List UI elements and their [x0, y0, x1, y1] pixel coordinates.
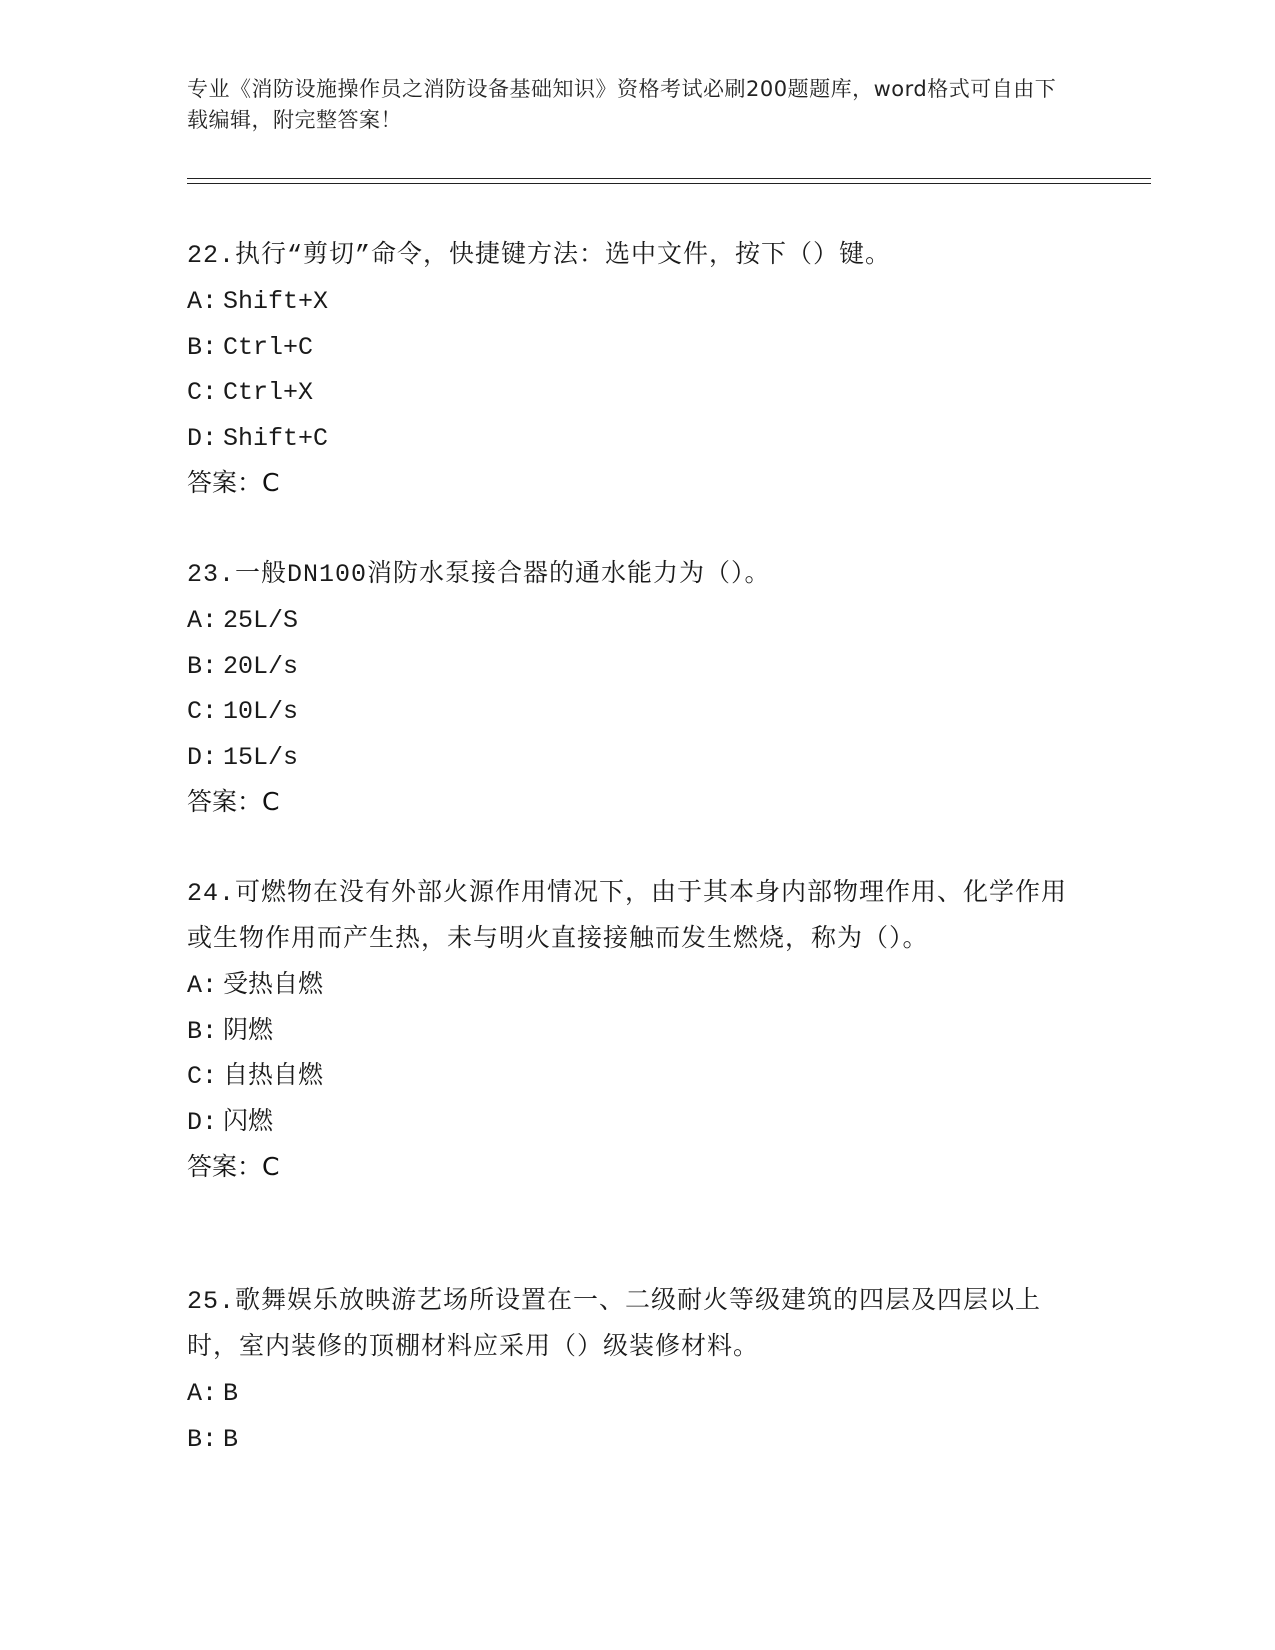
- option-text: 自热自燃: [223, 1062, 324, 1091]
- option-d: [187, 416, 1077, 462]
- option-c: [187, 1054, 1077, 1100]
- option-letter: C:: [187, 1062, 218, 1091]
- option-b: [187, 325, 1077, 371]
- option-letter: D:: [187, 423, 218, 453]
- document-header: 专业《消防设施操作员之消防设备基础知识》资格考试必刷200题题库，word格式可自由下载编辑，附完整答案！: [187, 77, 1057, 132]
- option-d: [187, 735, 1077, 781]
- option-text: B: [223, 1379, 239, 1408]
- option-a: [187, 963, 1077, 1009]
- option-c: [187, 370, 1077, 416]
- option-b: [187, 1009, 1077, 1055]
- option-letter: B:: [187, 1016, 218, 1046]
- header-divider-top: [187, 178, 1151, 179]
- question-22: [187, 233, 1077, 505]
- option-a: [187, 279, 1077, 325]
- option-c: [187, 689, 1077, 735]
- option-text: 受热自燃: [223, 971, 324, 1000]
- question-stem: 22.执行“剪切”命令，快捷键方法：选中文件，按下（）键。: [187, 241, 892, 270]
- question-stem: 25.歌舞娱乐放映游艺场所设置在一、二级耐火等级建筑的四层及四层以上时，室内装修的顶棚材料应采用（）级装修材料。: [187, 1287, 1042, 1362]
- question-25: [187, 1279, 1077, 1462]
- option-letter: C:: [187, 697, 218, 726]
- option-text: 闪燃: [223, 1107, 274, 1137]
- question-stem: 24.可燃物在没有外部火源作用情况下，由于其本身内部物理作用、化学作用或生物作用而产生热，未与明火直接接触而发生燃烧，称为（）。: [187, 879, 1068, 954]
- option-text: Ctrl+C: [223, 332, 314, 362]
- answer-line: 答案：C: [187, 468, 280, 497]
- answer-line: 答案：C: [187, 1152, 280, 1181]
- option-letter: A:: [187, 606, 218, 635]
- option-letter: B:: [187, 1424, 218, 1454]
- option-text: 15L/s: [223, 742, 299, 772]
- option-text: 10L/s: [223, 697, 299, 726]
- option-letter: D:: [187, 742, 218, 772]
- option-d: [187, 1100, 1077, 1146]
- option-text: Shift+C: [223, 423, 329, 453]
- option-text: Shift+X: [223, 287, 329, 316]
- option-letter: A:: [187, 971, 218, 1000]
- option-letter: C:: [187, 378, 218, 407]
- option-text: B: [223, 1424, 239, 1454]
- option-letter: B:: [187, 332, 218, 362]
- option-b: [187, 1417, 1077, 1463]
- option-a: [187, 598, 1077, 644]
- question-24: [187, 871, 1077, 1189]
- option-letter: D:: [187, 1107, 218, 1137]
- question-23: [187, 552, 1077, 824]
- question-stem: 23.一般DN100消防水泵接合器的通水能力为（）。: [187, 560, 771, 589]
- option-text: 25L/S: [223, 606, 299, 635]
- option-letter: B:: [187, 651, 218, 681]
- option-text: 20L/s: [223, 651, 299, 681]
- answer-line: 答案：C: [187, 787, 280, 816]
- header-divider-bottom: [187, 183, 1151, 184]
- option-text: Ctrl+X: [223, 378, 314, 407]
- option-letter: A:: [187, 287, 218, 316]
- option-text: 阴燃: [223, 1016, 274, 1046]
- option-a: [187, 1371, 1077, 1417]
- option-letter: A:: [187, 1379, 218, 1408]
- option-b: [187, 644, 1077, 690]
